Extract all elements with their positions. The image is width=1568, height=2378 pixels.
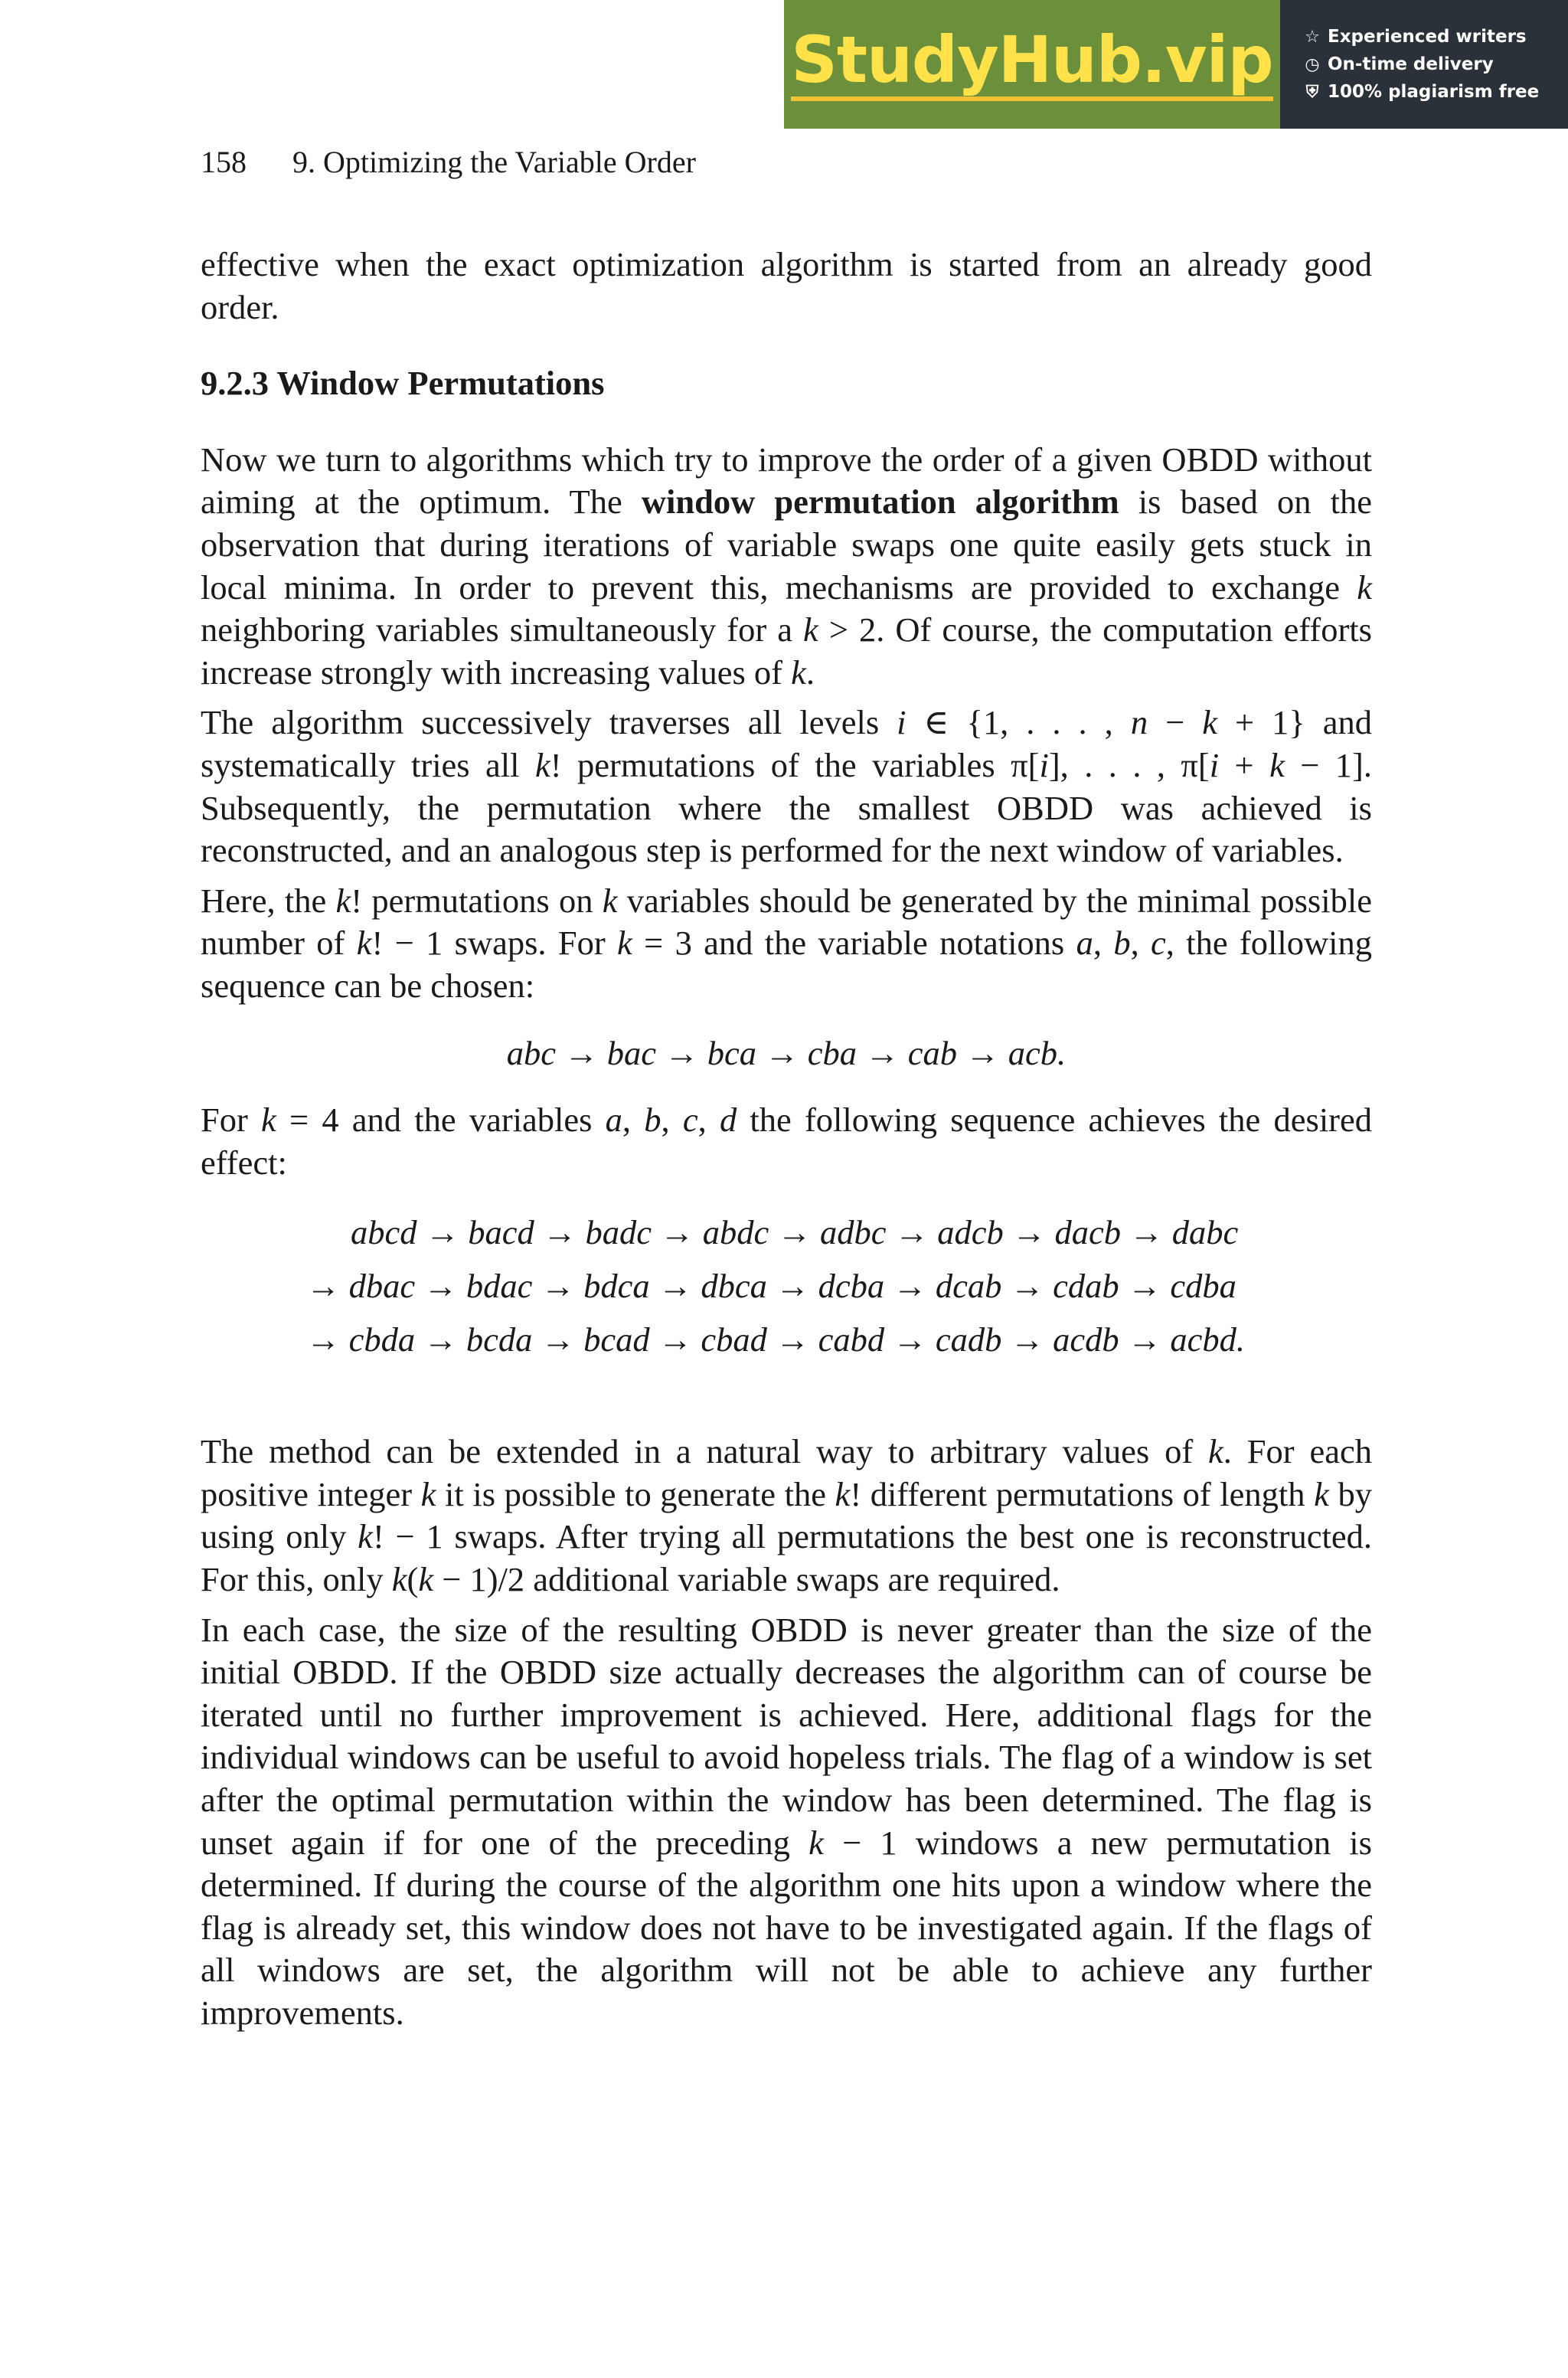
math-var: k bbox=[1208, 1432, 1223, 1471]
text: The method can be extended in a natural way to arbitrary values of bbox=[201, 1432, 1209, 1471]
text: = 4 and the variables bbox=[276, 1101, 606, 1140]
math-var: k bbox=[1202, 703, 1217, 742]
text: neighboring variables simultaneously for a bbox=[201, 610, 804, 649]
text: , bbox=[1130, 924, 1152, 963]
text: The algorithm successively traverses all levels bbox=[201, 703, 897, 742]
paragraph bbox=[201, 439, 1372, 695]
sequence-line: abcd → bacd → badc → abdc → adbc → adcb → dacb → dabc bbox=[351, 1213, 1239, 1252]
math-var: b bbox=[1113, 924, 1131, 963]
paragraph bbox=[201, 1431, 1372, 1601]
math-var: k bbox=[534, 745, 550, 784]
text: by using only bbox=[201, 1474, 1373, 1556]
feature-item bbox=[1303, 27, 1568, 47]
text: − 1]. Subsequently, the permutation where the smallest OBDD was achieved is reconstructed, and an analogous step is performed for the next window of variables. bbox=[201, 745, 1373, 870]
feature-label: Experienced writers bbox=[1328, 27, 1527, 47]
math-var: k bbox=[803, 610, 818, 649]
text: is based on the observation that during iterations of variable swaps one quite easily gets stuck in local minima. In order to prevent this, mechanisms are provided to exchange bbox=[201, 482, 1372, 607]
math-var: i bbox=[897, 703, 906, 742]
permutation-sequence-k3: abc → bac → bca → cba → cab → acb. bbox=[506, 1033, 1067, 1072]
text: ! − 1 swaps. For bbox=[371, 924, 618, 963]
math-var: k bbox=[791, 653, 806, 692]
star-outline-icon: ☆ bbox=[1305, 27, 1320, 47]
text: variables should be generated by the minimal possible number of bbox=[201, 881, 1372, 963]
text: For bbox=[201, 1101, 262, 1140]
sequence-line: → dbac → bdac → bdca → dbca → dcba → dcab → cdab → cdba bbox=[306, 1267, 1236, 1306]
text: In each case, the size of the resulting OBDD is never greater than the size of the initial OBDD. If the OBDD size actually decreases the algorithm can of course be iterated until no further improvement is achieved. Here, additional flags for the individual windows can be useful to avoid hopeless trials. The flag of a window is set after the optimal permutation within the window has been determined. The flag is unset again if for one of the preceding bbox=[201, 1610, 1372, 1862]
math-var: i bbox=[1209, 745, 1220, 784]
math-var: k bbox=[391, 1560, 407, 1599]
math-var: c bbox=[1151, 924, 1166, 963]
math-var: k bbox=[835, 1474, 851, 1513]
text: ! different permutations of length bbox=[850, 1474, 1315, 1513]
feature-label: 100% plagiarism free bbox=[1328, 82, 1540, 102]
text: , bbox=[622, 1101, 645, 1140]
text: , bbox=[661, 1101, 683, 1140]
feature-item bbox=[1303, 82, 1568, 102]
math-var: a bbox=[605, 1101, 622, 1140]
math-var: i bbox=[1039, 745, 1049, 784]
text: , the following sequence can be chosen: bbox=[201, 924, 1373, 1005]
paragraph bbox=[201, 880, 1372, 1008]
math-var: a bbox=[1076, 924, 1093, 963]
math-var: d bbox=[719, 1101, 737, 1140]
clock-icon: ◷ bbox=[1305, 54, 1320, 74]
text: ! permutations on bbox=[351, 881, 603, 920]
math-var: k bbox=[602, 881, 618, 920]
math-var: k bbox=[418, 1560, 434, 1599]
text: = 3 and the variable notations bbox=[632, 924, 1076, 963]
text: ! permutations of the variables π[ bbox=[550, 745, 1040, 784]
math-var: n bbox=[1130, 703, 1148, 742]
math-var: k bbox=[420, 1474, 436, 1513]
math-var: k bbox=[1269, 745, 1285, 784]
feature-item bbox=[1303, 54, 1568, 74]
math-var: k bbox=[808, 1823, 824, 1862]
text: − bbox=[1148, 703, 1203, 742]
sequence-line: → cbda → bcda → bcad → cbad → cabd → cadb → acdb → acbd. bbox=[306, 1320, 1246, 1359]
text: the following sequence achieves the desired effect: bbox=[201, 1101, 1373, 1182]
brand-panel[interactable] bbox=[784, 0, 1280, 129]
text: Now we turn to algorithms which try to improve the order of a given OBDD without aiming at the optimum. The bbox=[201, 440, 1372, 522]
math-var: k bbox=[1357, 568, 1372, 607]
text: , bbox=[697, 1101, 720, 1140]
text: . For each positive integer bbox=[201, 1432, 1372, 1513]
math-var: b bbox=[644, 1101, 662, 1140]
math-var: c bbox=[682, 1101, 698, 1140]
text: − 1)/2 additional variable swaps are required. bbox=[433, 1560, 1060, 1599]
text: , bbox=[1093, 924, 1114, 963]
brand-logo[interactable]: StudyHub.vip bbox=[791, 28, 1272, 101]
paragraph bbox=[201, 1609, 1372, 2035]
text: + bbox=[1219, 745, 1270, 784]
math-var: k bbox=[335, 881, 351, 920]
feature-label: On-time delivery bbox=[1328, 54, 1494, 74]
text: − 1 windows a new permutation is determined. If during the course of the algorithm one hits upon a window where the flag is already set, this window does not have to be investigated again. If the flags of all windows are set, the algorithm will not be able to achieve any further improvements. bbox=[201, 1823, 1372, 2032]
text: ], . . . , π[ bbox=[1048, 745, 1210, 784]
paragraph bbox=[201, 244, 1372, 329]
running-head bbox=[201, 144, 696, 180]
text: ( bbox=[407, 1560, 419, 1599]
math-var: k bbox=[1314, 1474, 1329, 1513]
text: effective when the exact optimization algorithm is started from an already good order. bbox=[201, 245, 1372, 326]
text: > 2. Of course, the computation efforts increase strongly with increasing values of bbox=[201, 610, 1372, 692]
paragraph bbox=[201, 702, 1372, 872]
math-var: k bbox=[356, 924, 372, 963]
math-var: k bbox=[358, 1517, 373, 1556]
text: ∈ {1, . . . , bbox=[906, 703, 1131, 742]
text: . bbox=[805, 653, 815, 692]
shield-check-icon: ⛨ bbox=[1305, 82, 1319, 102]
studyhub-banner[interactable] bbox=[784, 0, 1568, 129]
key-term: window permutation algorithm bbox=[641, 482, 1119, 522]
paragraph bbox=[201, 1099, 1372, 1184]
math-var: k bbox=[617, 924, 632, 963]
page-number: 158 bbox=[201, 145, 247, 179]
permutation-sequence-k4 bbox=[201, 1205, 1372, 1366]
feature-list bbox=[1280, 0, 1568, 129]
text: + 1} and systematically tries all bbox=[201, 703, 1372, 784]
text: ! − 1 swaps. After trying all permutations the best one is reconstructed. For this, only bbox=[201, 1517, 1373, 1599]
page-body bbox=[201, 244, 1372, 2035]
chapter-title: 9. Optimizing the Variable Order bbox=[292, 145, 696, 179]
section-heading: 9.2.3 Window Permutations bbox=[201, 364, 605, 403]
text: it is possible to generate the bbox=[436, 1474, 835, 1513]
text: Here, the bbox=[201, 881, 336, 920]
math-var: k bbox=[261, 1101, 276, 1140]
